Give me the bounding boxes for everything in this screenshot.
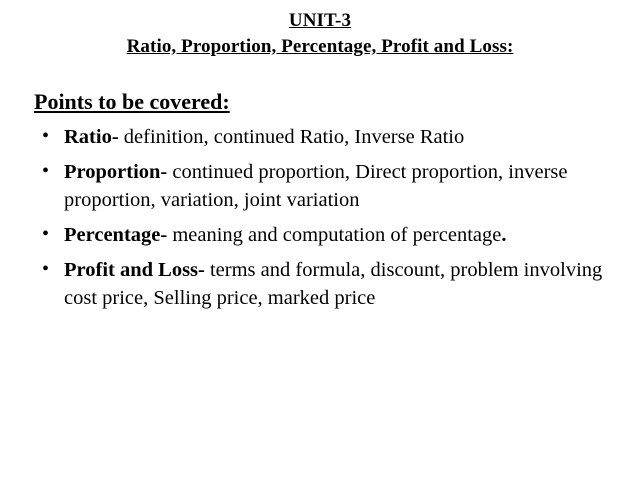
slide-body — [18, 88, 622, 312]
list-item-term: Proportion- — [64, 161, 168, 183]
slide-title-unit: UNIT-3 — [288, 10, 352, 31]
list-item-text: definition, continued Ratio, Inverse Ratio — [118, 126, 465, 148]
list-item-term: Profit and Loss- — [64, 259, 205, 281]
list-item — [34, 221, 622, 249]
points-heading: Points to be covered: — [34, 89, 230, 114]
list-item-term: Ratio- — [64, 126, 119, 148]
list-item-text: continued proportion, Direct proportion, inverse proportion, variation, joint variation — [64, 161, 568, 211]
slide-title-block — [18, 8, 622, 60]
list-item-text: terms and formula, discount, problem involving cost price, Selling price, marked price — [64, 259, 603, 309]
list-item — [34, 123, 622, 151]
list-item-trailing: . — [501, 224, 507, 246]
points-list — [34, 123, 622, 312]
list-item — [34, 158, 622, 214]
list-item-text: meaning and computation of percentage — [167, 224, 502, 246]
list-item — [34, 256, 622, 312]
slide-title-subject: Ratio, Proportion, Percentage, Profit and Loss: — [126, 36, 514, 57]
list-item-term: Percentage- — [64, 224, 168, 246]
